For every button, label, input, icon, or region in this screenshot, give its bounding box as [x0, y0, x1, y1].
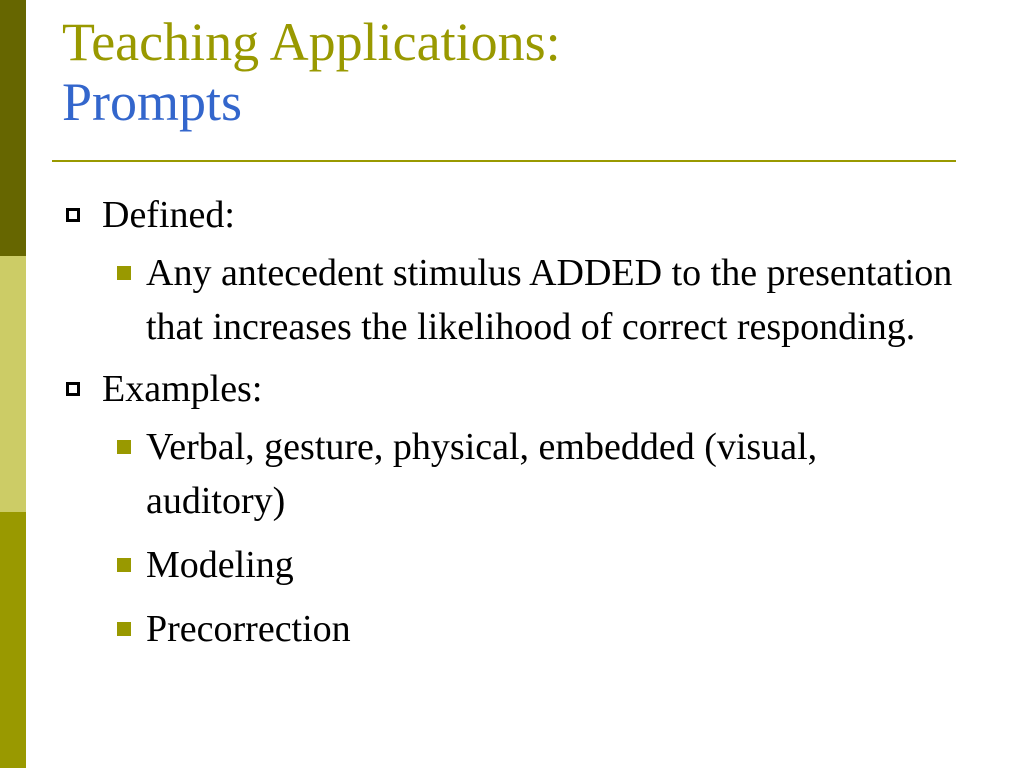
title-line-1: Teaching Applications: — [62, 12, 561, 72]
filled-square-bullet-icon — [117, 440, 131, 454]
sub-bullet-text: Any antecedent stimulus ADDED to the presentation that increases the likelihood of correct responding. — [146, 252, 953, 348]
slide-body — [62, 190, 962, 666]
side-bar-olive — [0, 512, 26, 768]
slide-title — [62, 12, 962, 132]
sub-bullet-modeling — [62, 538, 962, 592]
sub-bullet-text: Modeling — [146, 544, 294, 586]
side-bar-light — [0, 256, 26, 512]
sub-bullet-definition — [62, 246, 962, 354]
filled-square-bullet-icon — [117, 622, 131, 636]
bullet-label: Examples: — [102, 368, 263, 410]
side-bar-dark — [0, 0, 26, 256]
sub-bullet-precorrection — [62, 602, 962, 656]
bullet-defined — [62, 190, 962, 240]
sub-bullet-verbal — [62, 420, 962, 528]
title-divider — [52, 160, 956, 162]
sub-bullet-text: Verbal, gesture, physical, embedded (visual, auditory) — [146, 426, 818, 522]
hollow-square-bullet-icon — [66, 382, 80, 396]
sub-bullet-text: Precorrection — [146, 608, 351, 650]
hollow-square-bullet-icon — [66, 208, 80, 222]
filled-square-bullet-icon — [117, 266, 131, 280]
bullet-examples — [62, 364, 962, 414]
title-line-2: Prompts — [62, 72, 243, 132]
bullet-label: Defined: — [102, 194, 235, 236]
filled-square-bullet-icon — [117, 558, 131, 572]
